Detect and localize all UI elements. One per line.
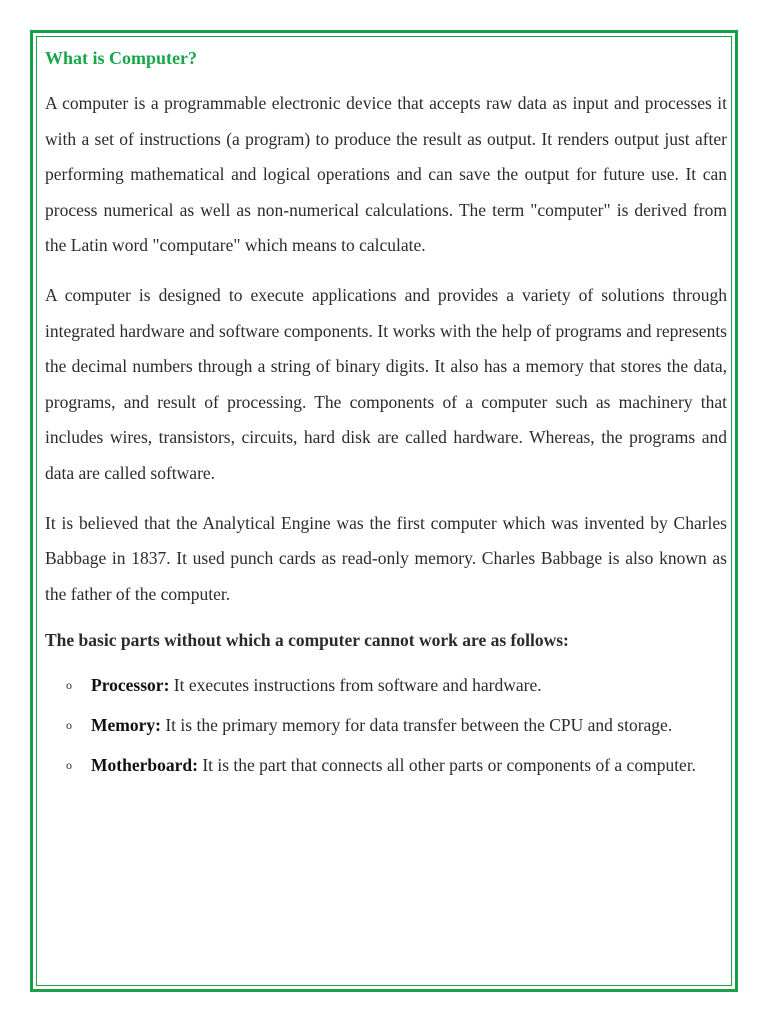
parts-heading: The basic parts without which a computer cannot work are as follows: xyxy=(45,630,569,651)
paragraph-history: It is believed that the Analytical Engine was the first computer which was invented by Charles Babbage in 1837. It used punch cards as read-only memory. Charles Babbage is also known as the father of the computer. xyxy=(45,512,727,604)
list-item-motherboard xyxy=(45,748,727,784)
bullet-icon: o xyxy=(66,717,72,732)
paragraph-hardware-software: A computer is designed to execute applications and provides a variety of solutions through integrated hardware and software components. It works with the help of programs and represents the decimal numbers through a string of binary digits. It also has a memory that stores the data, programs, and result of processing. The components of a computer such as machinery that includes wires, transistors, circuits, hard disk are called hardware. Whereas, the programs and data are called software. xyxy=(45,284,727,483)
part-description: It executes instructions from software and hardware. xyxy=(169,675,542,696)
part-term: Processor: xyxy=(91,675,170,696)
paragraph-definition: A computer is a programmable electronic device that accepts raw data as input and processes it with a set of instructions (a program) to produce the result as output. It renders output just after performing mathematical and logical operations and can save the output for future use. It can process numerical as well as non-numerical calculations. The term "computer" is derived from the Latin word "computare" which means to calculate. xyxy=(45,93,727,256)
part-description: It is the primary memory for data transfer between the CPU and storage. xyxy=(160,714,673,735)
page-title: What is Computer? xyxy=(45,48,197,68)
part-term: Motherboard: xyxy=(91,754,198,775)
list-item-processor xyxy=(45,668,727,704)
list-item-memory xyxy=(45,708,727,744)
part-term: Memory: xyxy=(91,714,161,735)
bullet-icon: o xyxy=(66,757,72,772)
document-body xyxy=(45,44,727,787)
parts-list xyxy=(45,668,727,783)
part-description: It is the part that connects all other parts or components of a computer. xyxy=(197,754,697,775)
bullet-icon: o xyxy=(66,678,72,693)
